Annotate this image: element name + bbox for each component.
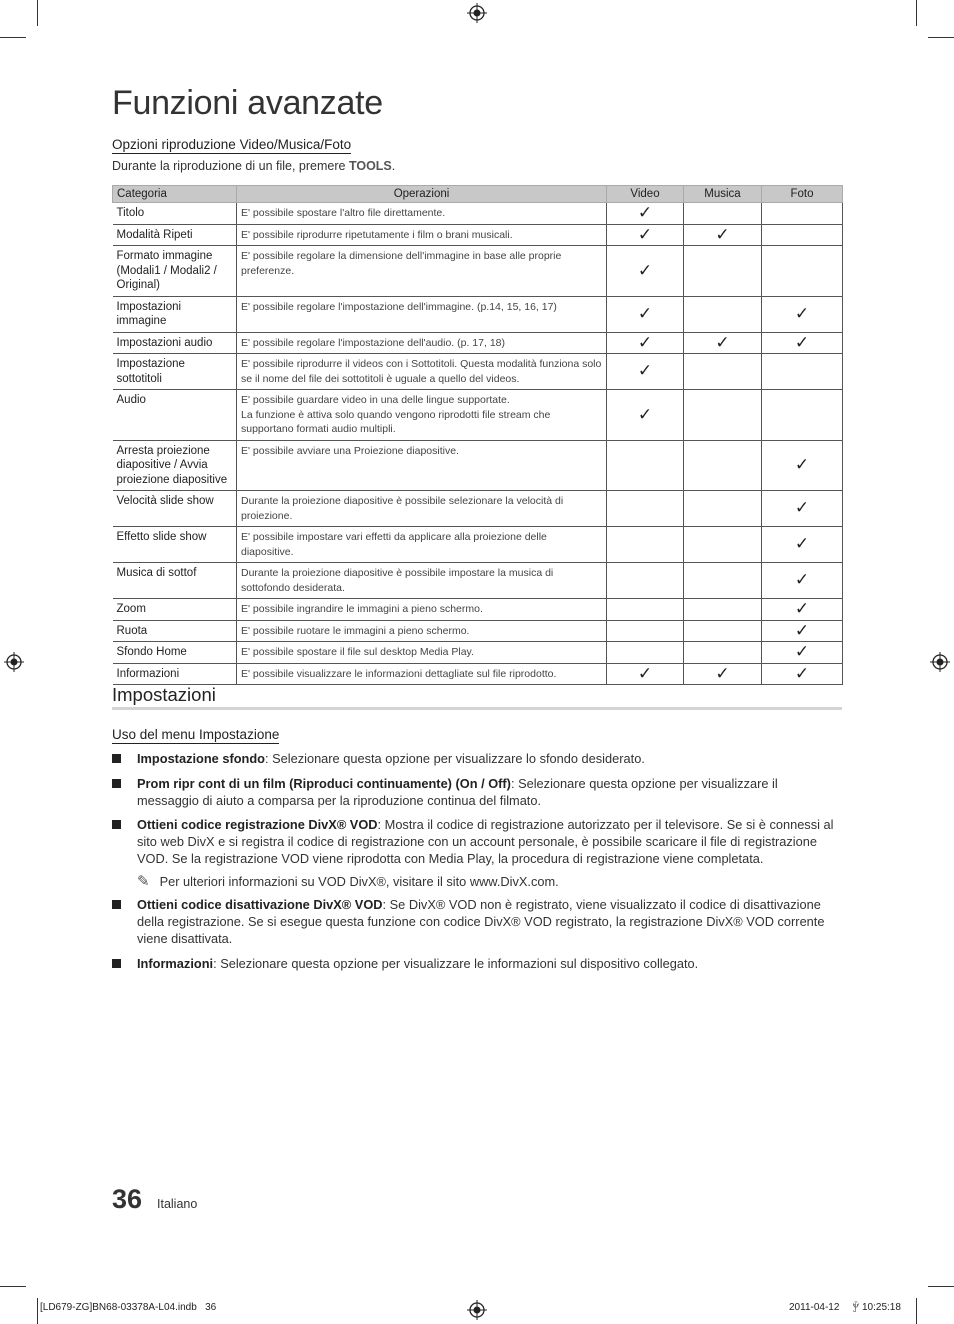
video-check-cell (607, 563, 684, 599)
photo-check-cell (762, 491, 843, 527)
footer-time-glyph: ꂕ (852, 1304, 860, 1315)
table-header-row (113, 186, 843, 203)
operation-cell: E' possibile regolare l'impostazione dell'audio. (p. 17, 18) (237, 332, 607, 354)
registration-mark-icon (467, 1300, 487, 1320)
checkmark-icon: ✓ (715, 332, 730, 352)
table-row (113, 332, 843, 354)
music-check-cell (684, 296, 762, 332)
photo-check-cell (762, 390, 843, 441)
page-language: Italiano (157, 1197, 198, 1211)
divx-note (137, 872, 559, 890)
category-cell: Formato immagine (Modali1 / Modali2 / Original) (113, 246, 237, 297)
settings-section-title: Impostazioni (112, 684, 216, 705)
checkmark-icon: ✓ (637, 404, 653, 424)
bullet-term: Impostazione sfondo (137, 751, 265, 766)
photo-check-cell (762, 203, 843, 225)
checkmark-icon: ✓ (637, 224, 653, 244)
table-row (113, 354, 843, 390)
registration-mark-icon (467, 3, 487, 23)
video-check-cell (607, 203, 684, 225)
settings-bullet (112, 816, 842, 867)
video-check-cell (607, 527, 684, 563)
category-cell: Sfondo Home (113, 642, 237, 664)
music-check-cell (684, 491, 762, 527)
video-check-cell (607, 332, 684, 354)
note-text: Per ulteriori informazioni su VOD DivX®, visitare il sito www.DivX.com. (159, 874, 559, 889)
bullet-term: Ottieni codice disattivazione DivX® VOD (137, 897, 383, 912)
operation-cell: E' possibile avviare una Proiezione diapositive. (237, 440, 607, 491)
bullet-square-icon (112, 779, 121, 788)
checkmark-icon: ✓ (637, 303, 653, 323)
playback-intro (112, 159, 395, 173)
music-check-cell (684, 332, 762, 354)
operation-cell: E' possibile spostare l'altro file direttamente. (237, 203, 607, 225)
crop-mark (916, 1298, 917, 1324)
photo-check-cell (762, 332, 843, 354)
bullet-square-icon (112, 900, 121, 909)
settings-bullet (112, 896, 842, 947)
settings-bullet (112, 750, 842, 767)
operation-cell: Durante la proiezione diapositive è possibile selezionare la velocità di proiezione. (237, 491, 607, 527)
bullet-text: : Selezionare questa opzione per visualizzare lo sfondo desiderato. (264, 751, 645, 766)
table-row (113, 599, 843, 621)
photo-check-cell (762, 642, 843, 664)
category-cell: Zoom (113, 599, 237, 621)
settings-bullet (112, 775, 842, 809)
bullet-term: Prom ripr cont di un film (Riproduci continuamente) (On / Off) (137, 776, 511, 791)
registration-mark-icon (4, 652, 24, 672)
music-check-cell (684, 563, 762, 599)
crop-mark (928, 37, 954, 38)
photo-check-cell (762, 224, 843, 246)
operation-cell: E' possibile impostare vari effetti da applicare alla proiezione delle diapositive. (237, 527, 607, 563)
bullet-square-icon (112, 754, 121, 763)
checkmark-icon: ✓ (794, 570, 810, 590)
category-cell: Impostazioni immagine (113, 296, 237, 332)
footer-file: [LD679-ZG]BN68-03378A-L04.indb 36 (40, 1302, 217, 1313)
category-cell: Titolo (113, 203, 237, 225)
photo-check-cell (762, 296, 843, 332)
checkmark-icon: ✓ (794, 642, 810, 661)
photo-check-cell (762, 663, 843, 685)
table-row (113, 224, 843, 246)
playback-options-subhead: Opzioni riproduzione Video/Musica/Foto (112, 137, 352, 152)
bullet-term: Ottieni codice registrazione DivX® VOD (137, 817, 378, 832)
checkmark-icon: ✓ (637, 332, 653, 352)
checkmark-icon: ✓ (794, 620, 810, 640)
video-check-cell (607, 491, 684, 527)
intro-text: Durante la riproduzione di un file, premere (112, 159, 349, 173)
checkmark-icon: ✓ (794, 455, 810, 474)
operation-cell: E' possibile guardare video in una delle lingue supportate. La funzione è attiva solo quando vengono riprodotti file stream che supportano formati audio multipli. (237, 390, 607, 441)
operation-cell: E' possibile ruotare le immagini a pieno schermo. (237, 620, 607, 642)
checkmark-icon: ✓ (794, 332, 810, 352)
bullet-text: : Mostra il codice di registrazione autorizzato per il televisore. Se si è connessi al sito web DivX e si registra il codice di registrazione con un account personale, è possibile scaricare il file di registrazione VOD. Se la registrazione VOD viene riprodotta con Media Play, la procedura di registrazione viene completata. (137, 817, 834, 866)
operation-cell: E' possibile ingrandire le immagini a pieno schermo. (237, 599, 607, 621)
checkmark-icon: ✓ (794, 303, 810, 323)
operation-cell: E' possibile spostare il file sul desktop Media Play. (237, 642, 607, 664)
operation-cell: E' possibile riprodurre il videos con i Sottotitoli. Questa modalità funziona solo se il nome del file dei sottotitoli è uguale a quello del videos. (237, 354, 607, 390)
table-row (113, 563, 843, 599)
music-check-cell (684, 620, 762, 642)
video-check-cell (607, 224, 684, 246)
footer-date: 2011-04-12 (789, 1302, 840, 1313)
photo-check-cell (762, 354, 843, 390)
pencil-note-icon: ✎ (137, 873, 150, 890)
category-cell: Effetto slide show (113, 527, 237, 563)
category-cell: Musica di sottof (113, 563, 237, 599)
header-foto: Foto (762, 186, 843, 203)
photo-check-cell (762, 563, 843, 599)
category-cell: Velocità slide show (113, 491, 237, 527)
photo-check-cell (762, 246, 843, 297)
operation-cell: E' possibile visualizzare le informazioni dettagliate sul file riprodotto. (237, 663, 607, 685)
video-check-cell (607, 440, 684, 491)
category-cell: Ruota (113, 620, 237, 642)
category-cell: Informazioni (113, 663, 237, 685)
video-check-cell (607, 642, 684, 664)
bullet-text: : Selezionare questa opzione per visualizzare le informazioni sul dispositivo collegato. (213, 956, 699, 971)
video-check-cell (607, 354, 684, 390)
music-check-cell (684, 224, 762, 246)
video-check-cell (607, 599, 684, 621)
category-cell: Impostazione sottotitoli (113, 354, 237, 390)
bullet-square-icon (112, 959, 121, 968)
header-categoria: Categoria (113, 186, 237, 203)
checkmark-icon: ✓ (715, 224, 730, 244)
video-check-cell (607, 620, 684, 642)
video-check-cell (607, 390, 684, 441)
table-row (113, 620, 843, 642)
bullet-square-icon (112, 820, 121, 829)
crop-mark (916, 0, 917, 26)
music-check-cell (684, 599, 762, 621)
table-row (113, 663, 843, 685)
table-row (113, 491, 843, 527)
page-title: Funzioni avanzate (112, 84, 383, 122)
music-check-cell (684, 203, 762, 225)
photo-check-cell (762, 599, 843, 621)
intro-suffix: . (391, 159, 396, 173)
section-divider (112, 707, 842, 710)
page-number: 36 (112, 1184, 143, 1214)
table-row (113, 246, 843, 297)
category-cell: Audio (113, 390, 237, 441)
operation-cell: Durante la proiezione diapositive è possibile impostare la musica di sottofondo desiderata. (237, 563, 607, 599)
crop-mark (0, 37, 26, 38)
photo-check-cell (762, 527, 843, 563)
header-musica: Musica (684, 186, 762, 203)
bullet-term: Informazioni (137, 956, 214, 971)
checkmark-icon: ✓ (637, 361, 653, 381)
table-row (113, 203, 843, 225)
footer-time: 10:25:18 (862, 1302, 901, 1313)
music-check-cell (684, 354, 762, 390)
operation-cell: E' possibile riprodurre ripetutamente i film o brani musicali. (237, 224, 607, 246)
music-check-cell (684, 527, 762, 563)
table-row (113, 527, 843, 563)
checkmark-icon: ✓ (794, 599, 810, 618)
video-check-cell (607, 663, 684, 685)
settings-bullet (112, 955, 842, 972)
checkmark-icon: ✓ (794, 534, 810, 554)
playback-options-table (112, 185, 843, 685)
music-check-cell (684, 642, 762, 664)
video-check-cell (607, 296, 684, 332)
table-row (113, 296, 843, 332)
music-check-cell (684, 663, 762, 685)
checkmark-icon: ✓ (794, 498, 810, 518)
table-row (113, 390, 843, 441)
music-check-cell (684, 390, 762, 441)
operation-cell: E' possibile regolare la dimensione dell'immagine in base alle proprie preferenze. (237, 246, 607, 297)
header-operazioni: Operazioni (237, 186, 607, 203)
table-row (113, 440, 843, 491)
music-check-cell (684, 246, 762, 297)
category-cell: Modalità Ripeti (113, 224, 237, 246)
bullet-text: : Se DivX® VOD non è registrato, viene visualizzato il codice di disattivazione della registrazione. Se si esegue questa funzione con codice DivX® VOD registrato, la registrazione DivX® VOD corrente viene disattivata. (137, 897, 825, 946)
crop-mark (0, 1286, 26, 1287)
video-check-cell (607, 246, 684, 297)
photo-check-cell (762, 440, 843, 491)
crop-mark (928, 1286, 954, 1287)
operation-cell: E' possibile regolare l'impostazione dell'immagine. (p.14, 15, 16, 17) (237, 296, 607, 332)
crop-mark (37, 0, 38, 26)
checkmark-icon: ✓ (794, 663, 810, 683)
settings-menu-subhead: Uso del menu Impostazione (112, 727, 280, 742)
checkmark-icon: ✓ (637, 260, 653, 280)
bullet-text: : Selezionare questa opzione per visualizzare il messaggio di aiuto a comparsa per la riproduzione continua del filmato. (137, 776, 778, 808)
checkmark-icon: ✓ (637, 663, 653, 683)
category-cell: Impostazioni audio (113, 332, 237, 354)
table-row (113, 642, 843, 664)
checkmark-icon: ✓ (715, 663, 730, 683)
tools-key-label: TOOLS (348, 159, 392, 173)
header-video: Video (607, 186, 684, 203)
crop-mark (37, 1298, 38, 1324)
checkmark-icon: ✓ (637, 203, 653, 222)
music-check-cell (684, 440, 762, 491)
photo-check-cell (762, 620, 843, 642)
registration-mark-icon (930, 652, 950, 672)
category-cell: Arresta proiezione diapositive / Avvia proiezione diapositive (113, 440, 237, 491)
